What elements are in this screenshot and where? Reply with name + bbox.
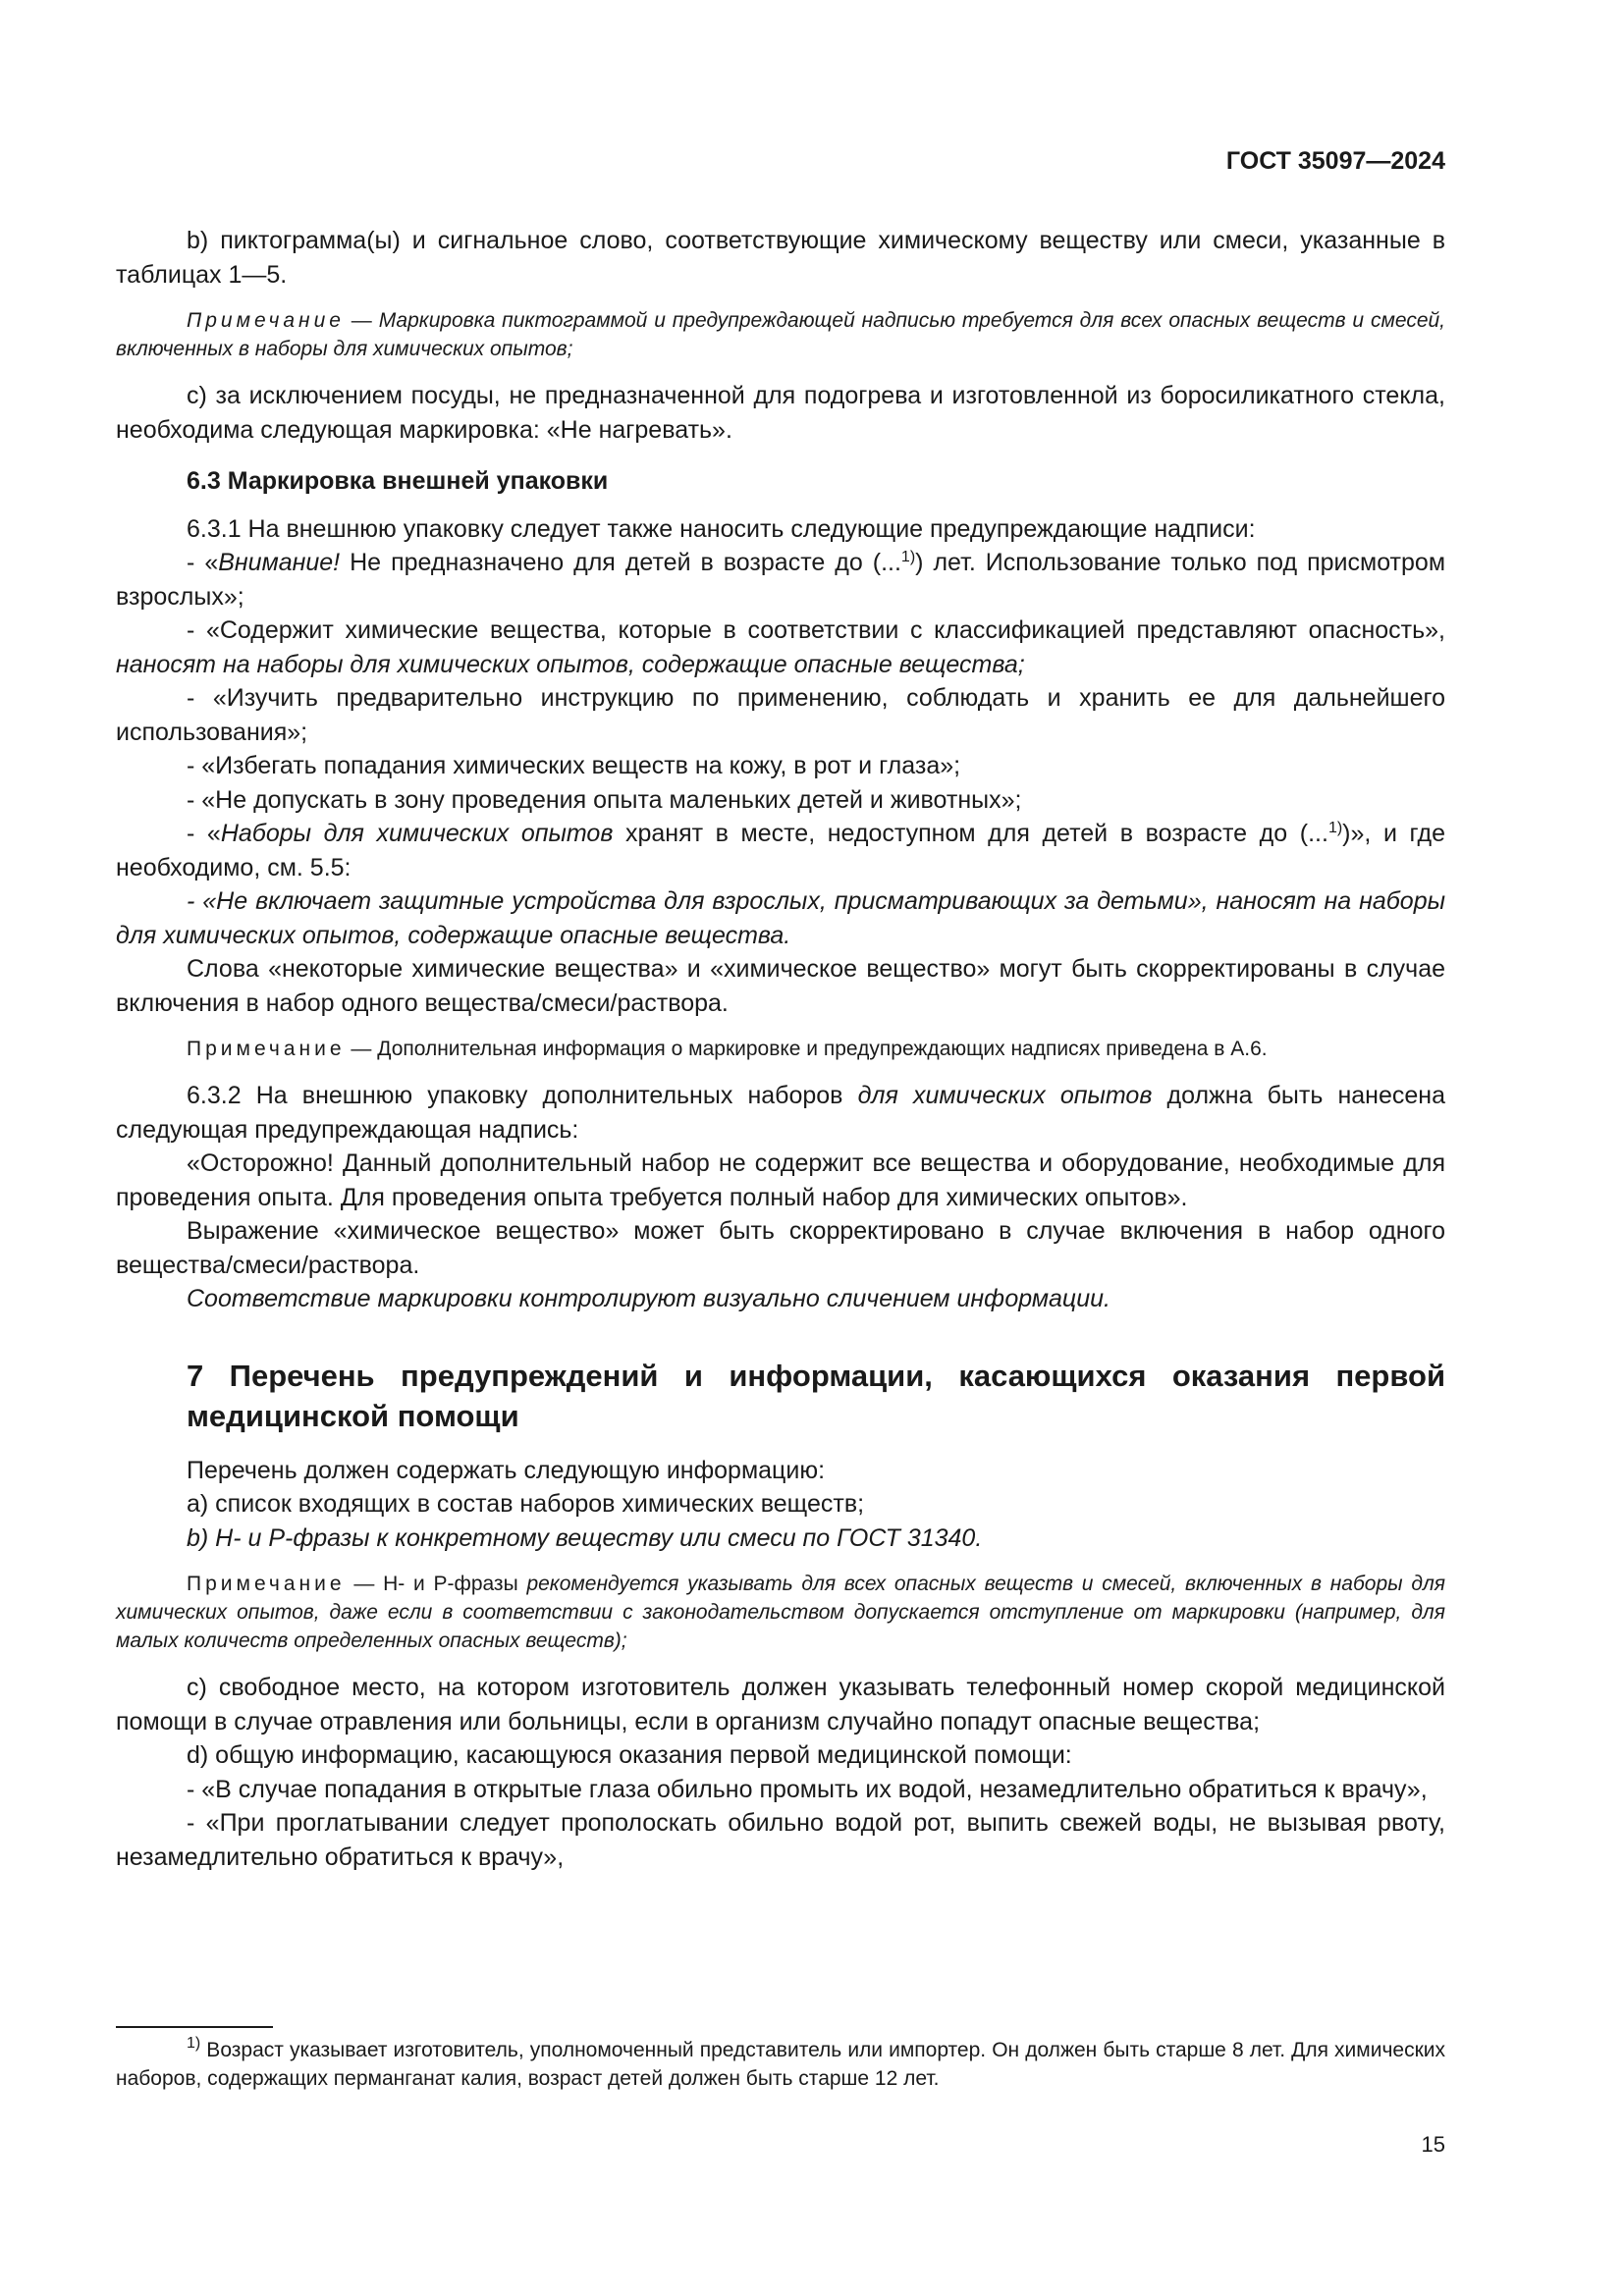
warning-5: - «Не допускать в зону проведения опыта маленьких детей и животных»;	[187, 785, 1022, 814]
footnote-marker: 1)	[187, 2035, 201, 2052]
warning-1-attention: Внимание!	[218, 549, 341, 576]
list-item-a: a) список входящих в состав наборов химических веществ;	[187, 1490, 865, 1518]
warning-6-c: хранят в месте, недоступном для детей в возрасте до (...	[613, 820, 1328, 847]
note-text: рекомендуется указывать для всех опасных веществ и смесей, включенных в наборы для химических опытов, даже если в соответствии с законодательством допускается отступление от маркировки (например, для малых количеств определенных опасных веществ);	[116, 1573, 1446, 1652]
note-text: Дополнительная информация о маркировке и предупреждающих надписях приведена в А.6.	[377, 1038, 1268, 1060]
warning-2	[116, 614, 1445, 681]
note-dash: —	[345, 1573, 384, 1595]
warning-1	[116, 546, 1445, 614]
footnote-body: Возраст указывает изготовитель, уполномоченный представитель или импортер. Он должен быть старше 8 лет. Для химических наборов, содержащих перманганат калия, возраст детей должен быть старше 12 лет.	[116, 2039, 1445, 2090]
note-label: Примечание	[187, 309, 345, 332]
page-number: 15	[1421, 2132, 1445, 2157]
warning-6-b: Наборы для химических опытов	[220, 820, 614, 847]
words-paragraph: Слова «некоторые химические вещества» и «химическое вещество» могут быть скорректированы в случае включения в набор одного вещества/смеси/раствора.	[116, 955, 1445, 1017]
footnote-ref: 1)	[900, 549, 916, 565]
clause-6-3-2-b: для химических опытов	[857, 1082, 1153, 1109]
warning-6-d: )», и где необходимо, см. 5.5:	[116, 820, 1445, 881]
footnote-divider	[116, 2026, 273, 2028]
section-7-intro: Перечень должен содержать следующую информацию:	[187, 1456, 826, 1484]
note-3	[116, 1570, 1445, 1655]
clause-6-3-2	[116, 1079, 1445, 1147]
note-text: Маркировка пиктограммой и предупреждающей надписью требуется для всех опасных веществ и смесей, включенных в наборы для химических опытов;	[116, 309, 1446, 360]
conformity-paragraph: Соответствие маркировки контролируют визуально сличением информации.	[187, 1285, 1110, 1312]
warning-1-c: Не предназначено для детей в возрасте до (...	[340, 549, 901, 576]
document-code: ГОСТ 35097—2024	[1225, 147, 1445, 175]
first-aid-swallow: - «При проглатывании следует прополоскать обильно водой рот, выпить свежей воды, не вызывая рвоту, незамедлительно обратиться к врачу»,	[116, 1809, 1445, 1871]
warning-1-d: ) лет. Использование только под присмотром взрослых»;	[116, 549, 1445, 611]
list-item-c-phone: c) свободное место, на котором изготовитель должен указывать телефонный номер скорой медицинской помощи в случае отравления или больницы, если в организм случайно попадут опасные вещества;	[116, 1674, 1445, 1735]
list-item-b: b) пиктограмма(ы) и сигнальное слово, соответствующие химическому веществу или смеси, указанные в таблицах 1—5.	[116, 227, 1445, 289]
section-6-3-title: 6.3 Маркировка внешней упаковки	[187, 467, 609, 495]
clause-6-3-2-a: 6.3.2 На внешнюю упаковку дополнительных наборов	[187, 1082, 858, 1109]
warning-6-a: - «	[187, 820, 221, 847]
list-item-b-phrases: b) H- и P-фразы к конкретному веществу или смеси по ГОСТ 31340.	[187, 1523, 983, 1552]
warning-4: - «Избегать попадания химических веществ на кожу, в рот и глаза»;	[187, 752, 961, 779]
note-label: Примечание	[187, 1038, 346, 1060]
list-item-c: c) за исключением посуды, не предназначенной для подогрева и изготовленной из боросиликатного стекла, необходима следующая маркировка: «Не нагревать».	[116, 382, 1445, 444]
note-2	[116, 1035, 1445, 1063]
list-item-d: d) общую информацию, касающуюся оказания первой медицинской помощи:	[187, 1741, 1072, 1769]
warning-3: - «Изучить предварительно инструкцию по применению, соблюдать и хранить ее для дальнейшего использования»;	[116, 684, 1445, 746]
clause-6-3-2-c: должна быть нанесена следующая предупреждающая надпись:	[116, 1082, 1446, 1144]
first-aid-eyes: - «В случае попадания в открытые глаза обильно промыть их водой, незамедлительно обратиться к врачу»,	[187, 1775, 1428, 1803]
warning-2-b: наносят на наборы для химических опытов, содержащие опасные вещества;	[116, 650, 1025, 678]
footnote-text	[116, 2036, 1445, 2093]
footnote-ref: 1)	[1327, 820, 1343, 836]
section-7-title: 7 Перечень предупреждений и информации, касающихся оказания первой медицинской помощи	[187, 1358, 1445, 1433]
footnote	[116, 2036, 1445, 2093]
clause-6-3-1-intro: 6.3.1 На внешнюю упаковку следует также наносить следующие предупреждающие надписи:	[187, 514, 1256, 543]
note-1	[116, 306, 1445, 363]
warning-1-a: - «	[187, 549, 219, 576]
note-dash: —	[345, 1038, 378, 1060]
warning-2-a: - «Содержит химические вещества, которые в соответствии с классификацией представляют опасность»,	[187, 616, 1445, 644]
expression-paragraph: Выражение «химическое вещество» может быть скорректировано в случае включения в набор одного вещества/смеси/раствора.	[116, 1217, 1445, 1279]
page-body	[116, 224, 1445, 1874]
note-label: Примечание	[187, 1573, 346, 1595]
warning-6	[116, 817, 1445, 884]
warning-7: - «Не включает защитные устройства для взрослых, присматривающих за детьми», наносят на наборы для химических опытов, содержащие опасные вещества.	[116, 887, 1445, 949]
note-lead: H- и P-фразы	[383, 1573, 518, 1595]
note-dash: —	[344, 309, 379, 332]
caution-text: «Осторожно! Данный дополнительный набор не содержит все вещества и оборудование, необходимые для проведения опыта. Для проведения опыта требуется полный набор для химических опытов».	[116, 1149, 1445, 1211]
